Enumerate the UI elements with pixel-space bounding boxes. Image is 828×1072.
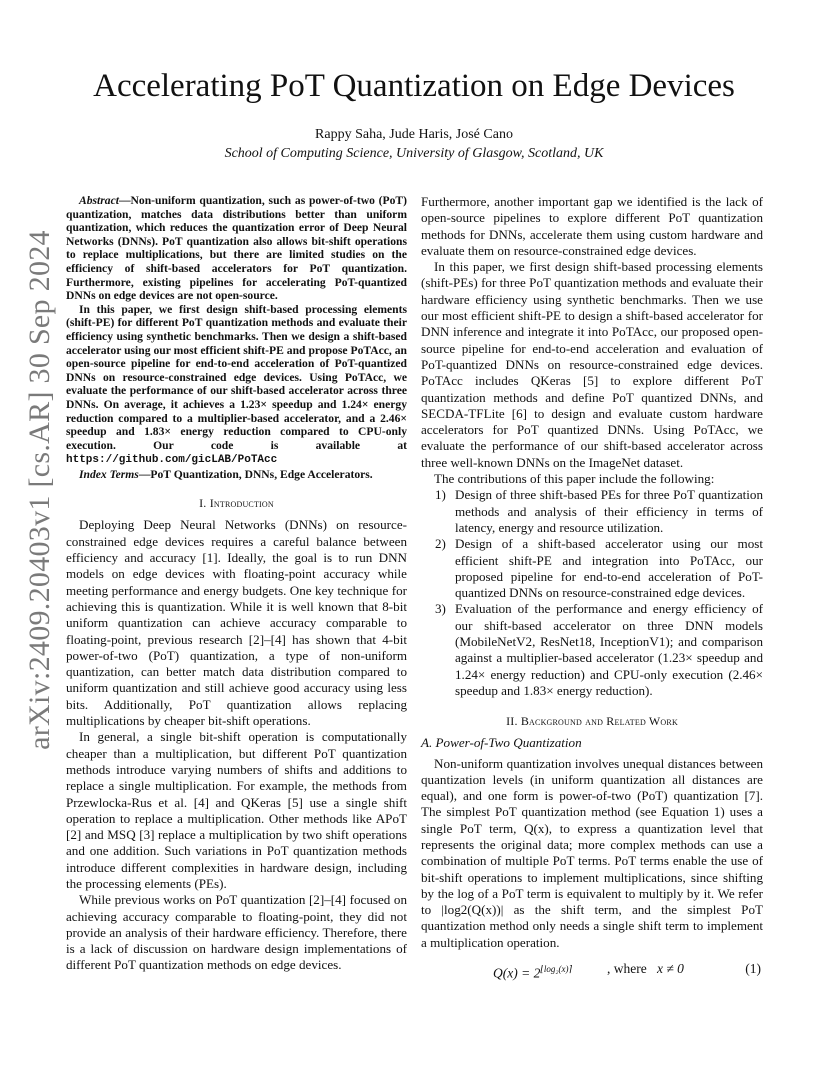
index-terms-lead: Index Terms xyxy=(79,467,139,481)
abstract xyxy=(66,194,407,468)
section-heading-introduction: I. Introduction xyxy=(199,496,274,511)
arxiv-stamp-text: arXiv:2409.20403v1 [cs.AR] 30 Sep 2024 xyxy=(23,230,56,750)
index-terms xyxy=(66,468,407,482)
contributions-list xyxy=(421,487,763,699)
code-url-link[interactable]: https://github.com/gicLAB/PoTAcc xyxy=(66,454,278,467)
paper-authors: Rappy Saha, Jude Haris, José Cano xyxy=(315,127,513,142)
right-column xyxy=(421,194,763,981)
list-item: 3) Evaluation of the performance and energy efficiency of our shift-based accelerator on three DNN models (MobileNetV2, ResNet18, InceptionV1); and comparison against a multiplier-based accelerator (1.23× speedup and 1.24× energy reduction) and CPU-only execution (2.46× speedup and 1.83× energy reduction). xyxy=(435,601,763,698)
abstract-lead: Abstract xyxy=(79,194,119,207)
paper-title: Accelerating PoT Quantization on Edge Devices xyxy=(93,68,735,104)
intro-paragraph-4: Furthermore, another important gap we identified is the lack of open-source pipelines to explore different PoT quantization methods for DNNs, accelerate them using custom hardware and evaluate them on resource-constrained edge devices. xyxy=(421,194,763,258)
subsection-heading-pot: A. Power-of-Two Quantization xyxy=(421,735,582,751)
abstract-text-1: —Non-uniform quantization, such as power-of-two (PoT) quantization, matches data distributions better than uniform quantization, which reduces the quantization error of Deep Neural Networks (DNNs). PoT quantization also allows bit-shift operations to replace multiplications, but there are limited studies on the efficiency of shift-based accelerators for PoT quantization. Furthermore, existing pipelines for accelerating PoT-quantized DNNs on edge devices are not open-source. xyxy=(66,194,407,303)
contributions-intro: The contributions of this paper include the following: xyxy=(434,471,715,487)
abstract-paragraph-1 xyxy=(66,194,407,303)
equation-condition: x ≠ 0 xyxy=(657,961,684,977)
abstract-paragraph-2 xyxy=(66,303,407,468)
section-heading-background: II. Background and Related Work xyxy=(506,714,678,729)
intro-paragraph-2: In general, a single bit-shift operation is computationally cheaper than a multiplication, but different PoT quantization methods introduce varying numbers of shifts and additions to replace a single multiplication. For example, the methods from Przewlocka-Rus et al. [4] and QKeras [5] use a single shift operation to replace a multiplication. Other methods like APoT [2] and MSQ [3] replace a multiplication by two shift operations and one addition. Such variations in PoT quantization methods introduce different complexities in hardware design, including the processing elements (PEs). xyxy=(66,729,407,891)
equation-1 xyxy=(421,959,763,981)
paper-affiliation: School of Computing Science, University of Glasgow, Scotland, UK xyxy=(224,146,604,161)
left-column xyxy=(66,194,407,974)
intro-paragraph-3: While previous works on PoT quantization [2]–[4] focused on achieving accuracy comparable to floating-point, they did not provide an analysis of their hardware efficiency. Therefore, there is a lack of discussion on hardware design implementations of different PoT quantization methods on edge devices. xyxy=(66,892,407,973)
list-item: 1) Design of three shift-based PEs for three PoT quantization methods and analysis of their efficiency in terms of latency, energy and resource utilization. xyxy=(435,487,763,535)
arxiv-stamp xyxy=(14,230,66,750)
list-item: 2) Design of a shift-based accelerator using our most efficient shift-PE and integration into PoTAcc, our proposed pipeline for end-to-end acceleration of PoT-quantized DNNs on resource-constrained edge devices. xyxy=(435,536,763,601)
index-terms-text: —PoT Quantization, DNNs, Edge Accelerators. xyxy=(138,467,373,481)
equation-where: , where xyxy=(607,961,647,977)
intro-paragraph-5: In this paper, we first design shift-based processing elements (shift-PEs) for three PoT quantization methods and evaluate their hardware efficiency using synthetic benchmarks. Then we use our most efficient shift-PE to design a shift-based accelerator for DNN inference and integrate it into PoTAcc, our proposed open-source pipeline for end-to-end acceleration and evaluation of PoT-quantized DNNs on resource-constrained edge devices. PoTAcc includes QKeras [5] to explore different PoT quantization methods and define PoT quantized DNNs, and SECDA-TFLite [6] to design and evaluate custom hardware accelerators for PoT quantized DNNs. Using PoTAcc, we evaluate the performance of our shift-based accelerator across three well-known DNNs on the ImageNet dataset. xyxy=(421,259,763,470)
background-paragraph-1: Non-uniform quantization involves unequal distances between quantization levels (in uniform quantization all distances are equal), and one form is power-of-two (PoT) quantization [7]. The simplest PoT quantization method (see Equation 1) uses a single PoT term, Q(x), to express a quantization level that represents the original data; more complex methods can use a combination of multiple PoT terms. PoT terms enable the use of bit-shift operations to implement multiplications, since shifting by the log of a PoT term is equivalent to multiply by it. We refer to |log2(Q(x))| as the shift term, and the simplest PoT quantization method only needs a single shift term to implement a multiplication operation. xyxy=(421,755,763,950)
equation-body: $Q(x) = 2^{⌊log_2(x)⌉}$ xyxy=(493,964,572,981)
intro-paragraph-1: Deploying Deep Neural Networks (DNNs) on resource-constrained edge devices requires a careful balance between efficiency and accuracy [1]. Ideally, the goal is to run DNN models on edge devices with floating-point accuracy while meeting performance and energy budgets. One key technique for achieving this is quantization. While it is well known that 8-bit uniform quantization can achieve accuracy comparable to floating-point, previous research [2]–[4] has shown that 4-bit power-of-two (PoT) quantization, a type of non-uniform quantization, can better match data distribution compared to uniform quantization and still achieve good accuracy using less bits. Additionally, PoT quantization allows replacing multiplications by cheaper bit-shift operations. xyxy=(66,517,407,729)
equation-number: (1) xyxy=(745,961,761,977)
abstract-text-2: In this paper, we first design shift-based processing elements (shift-PE) for different PoT quantization methods and evaluate their efficiency using synthetic benchmarks. Then we design a shift-based accelerator using our most efficient shift-PE and propose PoTAcc, an open-source pipeline for end-to-end acceleration of PoT-quantized DNNs on resource-constrained edge devices. Using PoTAcc, we evaluate the performance of our shift-based accelerator across three DNNs. On average, it achieves a 1.23× speedup and 1.24× energy reduction compared to a multiplier-based accelerator, and a 2.46× speedup and 1.83× energy reduction compared to CPU-only execution. Our code is available at xyxy=(66,302,407,452)
